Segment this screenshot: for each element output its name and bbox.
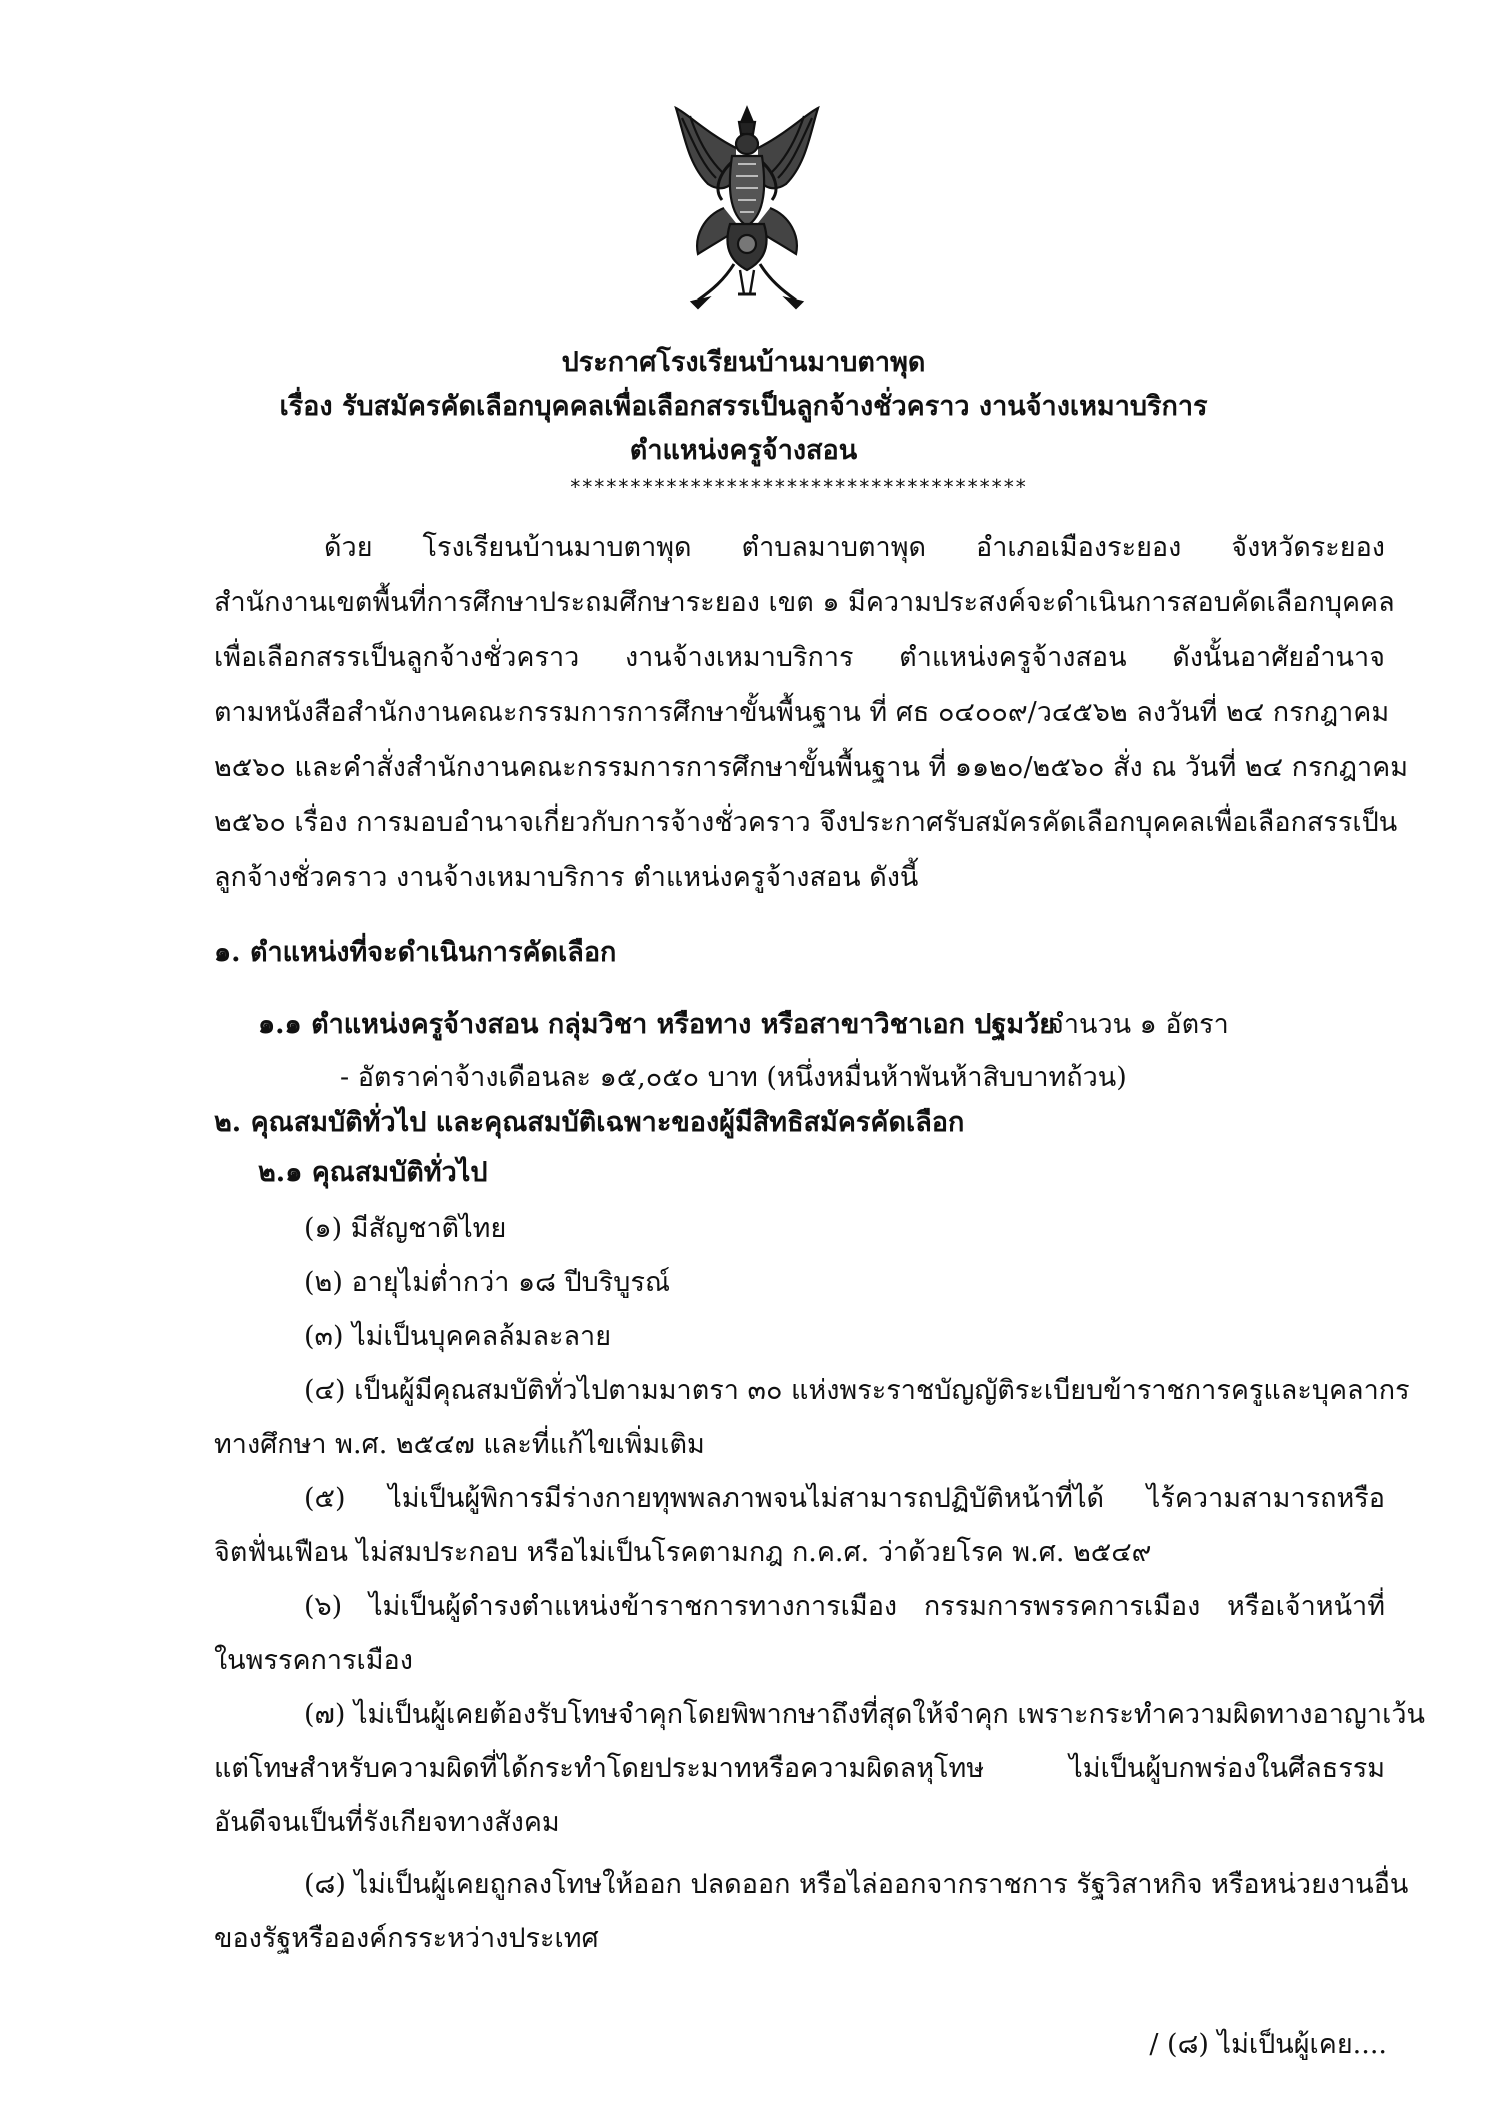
section1-item-label: ๑.๑ ตำแหน่งครูจ้างสอน กลุ่มวิชา หรือทาง หรือสาขาวิชาเอก ปฐมวัย — [258, 1009, 1056, 1040]
intro-line: ตามหนังสือสำนักงานคณะกรรมการการศึกษาขั้นพื้นฐาน ที่ ศธ ๐๔๐๐๙/ว๔๕๖๒ ลงวันที่ ๒๔ กรกฎาคม — [214, 697, 1390, 728]
qualification-item: (๘) ไม่เป็นผู้เคยถูกลงโทษให้ออก ปลดออก หรือไล่ออกจากราชการ รัฐวิสาหกิจ หรือหน่วยงานอื่น — [304, 1869, 1409, 1900]
intro-line: สำนักงานเขตพื้นที่การศึกษาประถมศึกษาระยอง เขต ๑ มีความประสงค์จะดำเนินการสอบคัดเลือกบุคคล — [214, 587, 1395, 618]
section2-heading: ๒. คุณสมบัติทั่วไป และคุณสมบัติเฉพาะของผู้มีสิทธิสมัครคัดเลือก — [214, 1107, 965, 1138]
qualification-item-cont: ในพรรคการเมือง — [214, 1645, 413, 1676]
qualification-item: (๒) อายุไม่ต่ำกว่า ๑๘ ปีบริบูรณ์ — [304, 1267, 670, 1298]
qualification-item-cont: จิตฟั่นเฟือน ไม่สมประกอบ หรือไม่เป็นโรคตามกฎ ก.ค.ศ. ว่าด้วยโรค พ.ศ. ๒๕๔๙ — [214, 1537, 1152, 1568]
section1-heading: ๑. ตำแหน่งที่จะดำเนินการคัดเลือก — [214, 937, 617, 968]
qualification-item: (๕) ไม่เป็นผู้พิการมีร่างกายทุพพลภาพจนไม่สามารถปฏิบัติหน้าที่ได้ ไร้ความสามารถหรือ — [304, 1483, 1385, 1514]
qualification-item: (๑) มีสัญชาติไทย — [304, 1213, 507, 1244]
qualification-item: (๓) ไม่เป็นบุคคลล้มละลาย — [304, 1321, 612, 1352]
qualification-item-cont: ของรัฐหรือองค์กรระหว่างประเทศ — [214, 1923, 599, 1954]
section2-subheading: ๒.๑ คุณสมบัติทั่วไป — [258, 1157, 488, 1188]
document-title: ประกาศโรงเรียนบ้านมาบตาพุด — [561, 347, 926, 378]
qualification-item: (๗) ไม่เป็นผู้เคยต้องรับโทษจำคุกโดยพิพากษาถึงที่สุดให้จำคุก เพราะกระทำความผิดทางอาญาเว้น — [304, 1699, 1425, 1730]
qualification-item: (๔) เป็นผู้มีคุณสมบัติทั่วไปตามมาตรา ๓๐ แห่งพระราชบัญญัติระเบียบข้าราชการครูและบุคลากร — [304, 1375, 1410, 1406]
intro-line: ๒๕๖๐ และคำสั่งสำนักงานคณะกรรมการการศึกษาขั้นพื้นฐาน ที่ ๑๑๒๐/๒๕๖๐ สั่ง ณ วันที่ ๒๔ กรกฎาคม — [214, 752, 1409, 783]
section1-salary: - อัตราค่าจ้างเดือนละ ๑๕,๐๕๐ บาท (หนึ่งหมื่นห้าพันห้าสิบบาทถ้วน) — [340, 1062, 1127, 1093]
intro-line: ๒๕๖๐ เรื่อง การมอบอำนาจเกี่ยวกับการจ้างชั่วคราว จึงประกาศรับสมัครคัดเลือกบุคคลเพื่อเลือกสรรเป็น — [214, 807, 1398, 838]
document-position: ตำแหน่งครูจ้างสอน — [629, 435, 858, 466]
continuation-note: / (๘) ไม่เป็นผู้เคย.... — [1149, 2029, 1387, 2060]
intro-line: ลูกจ้างชั่วคราว งานจ้างเหมาบริการ ตำแหน่งครูจ้างสอน ดังนี้ — [214, 862, 919, 893]
qualification-item-cont: อันดีจนเป็นที่รังเกียจทางสังคม — [214, 1807, 560, 1838]
document-subject: เรื่อง รับสมัครคัดเลือกบุคคลเพื่อเลือกสรรเป็นลูกจ้างชั่วคราว งานจ้างเหมาบริการ — [279, 391, 1208, 422]
garuda-emblem-icon — [668, 104, 826, 312]
section1-item-count: จำนวน ๑ อัตรา — [1048, 1009, 1229, 1040]
qualification-item-cont: ทางศึกษา พ.ศ. ๒๕๔๗ และที่แก้ไขเพิ่มเติม — [214, 1429, 705, 1460]
qualification-item: (๖) ไม่เป็นผู้ดำรงตำแหน่งข้าราชการทางการเมือง กรรมการพรรคการเมือง หรือเจ้าหน้าที่ — [304, 1591, 1385, 1622]
separator-stars: ************************************** — [569, 475, 1027, 499]
intro-line: ด้วย โรงเรียนบ้านมาบตาพุด ตำบลมาบตาพุด อำเภอเมืองระยอง จังหวัดระยอง — [324, 532, 1385, 563]
qualification-item-cont: แต่โทษสำหรับความผิดที่ได้กระทำโดยประมาทหรือความผิดลหุโทษ ไม่เป็นผู้บกพร่องในศีลธรรม — [214, 1753, 1385, 1784]
intro-line: เพื่อเลือกสรรเป็นลูกจ้างชั่วคราว งานจ้างเหมาบริการ ตำแหน่งครูจ้างสอน ดังนั้นอาศัยอำนาจ — [214, 642, 1385, 673]
